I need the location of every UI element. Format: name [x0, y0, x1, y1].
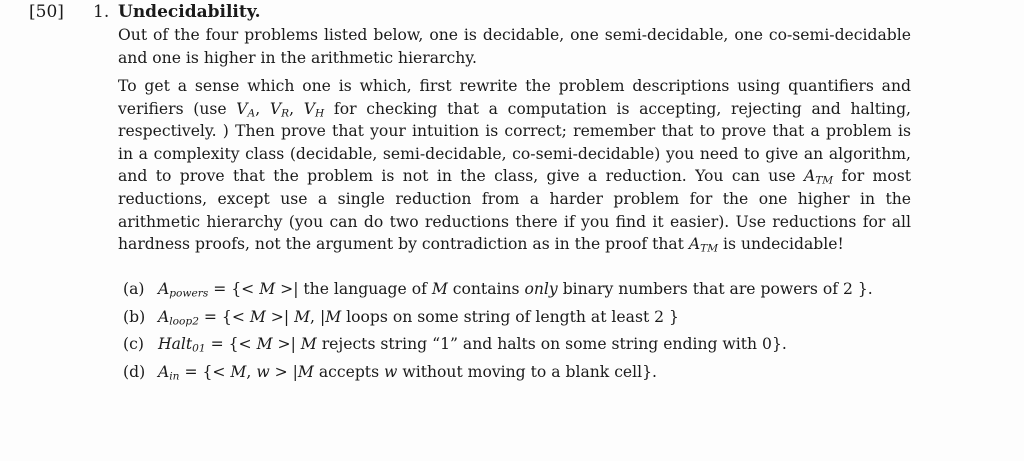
- list-item: [123, 331, 923, 359]
- item-label: (c): [123, 335, 144, 353]
- points-label: [50]: [29, 2, 64, 22]
- item-text: $A_{powers}$ = {< M >| the language of M contains only binary numbers that are powers of 2 }.: [158, 280, 873, 300]
- problem-list: [123, 276, 923, 386]
- verifier-halt: $V_H$: [303, 99, 325, 120]
- item-label: (b): [123, 307, 146, 326]
- item-text: $A_{in}$ = {< M, w > |M accepts w without moving to a blank cell}.: [158, 362, 658, 383]
- item-text: Halt$_{01}$ = {< M >| M rejects string “1” and halts on some string ending with 0}.: [158, 335, 787, 355]
- instructions-text-2: for checking that a computation is accepting, rejecting and halting, respectively. ) Then prove that your intuition is correct; remember that to prove that a problem is in a complexity class (decidable, semi-decidable, co-semi-decidable) you need to give an algorithm, and to prove that the problem is not in the class, give a reduction. You can use: [118, 99, 912, 186]
- verifier-accept: $V_A$: [236, 99, 256, 120]
- list-item: [123, 359, 923, 387]
- atm-symbol: $A_{TM}$: [688, 235, 719, 255]
- list-item: [123, 304, 923, 332]
- atm-symbol: $A_{TM}$: [803, 167, 834, 188]
- instructions-text-3: for most reductions, except use a single reduction from a harder problem for the one higher in the arithmetic hierarchy (you can do two reductions there if you find it easier). Use reductions for all hardness proofs, not the argument by contradiction as in the proof that: [118, 167, 911, 254]
- list-item: [123, 276, 923, 304]
- instructions-text-4: is undecidable!: [718, 235, 844, 254]
- question-title: Undecidability.: [118, 2, 261, 22]
- question-number: 1.: [93, 2, 110, 22]
- intro-paragraph: [118, 24, 911, 69]
- item-label: (d): [123, 362, 146, 381]
- intro-text: Out of the four problems listed below, one is decidable, one semi-decidable, one co-semi-decidable and one is higher in the arithmetic hierarchy.: [118, 26, 911, 67]
- item-label: (a): [123, 280, 145, 298]
- instructions-paragraph: To get a sense which one is which, first rewrite the problem descriptions using quantifiers and verifiers (use $V_A$, $V_R$, $V_H$ for checking that a computation is accepting, rejecting and halting, respectively. ) Then prove that your intuition is correct; remember that to prove that a problem is in a complexity class (decidable, semi-decidable, co-semi-decidable) you need to give an algorithm, and to prove that the problem is not in the class, give a reduction. You can use $A_{TM}$ for most reductions, except use a single reduction from a harder problem for the one higher in the arithmetic hierarchy (you can do two reductions there if you find it easier). Use reductions for all hardness proofs, not the argument by contradiction as in the proof that $A_{TM}$ is undecidable!: [118, 77, 912, 255]
- instructions-text-1: To get a sense which one is which, first rewrite the problem descriptions using quantifiers and verifiers (use: [118, 77, 911, 118]
- verifier-reject: $V_R$: [269, 99, 290, 120]
- item-text: $A_{loop2}$ = {< M >| M, |M loops on some string of length at least 2 }: [158, 307, 679, 328]
